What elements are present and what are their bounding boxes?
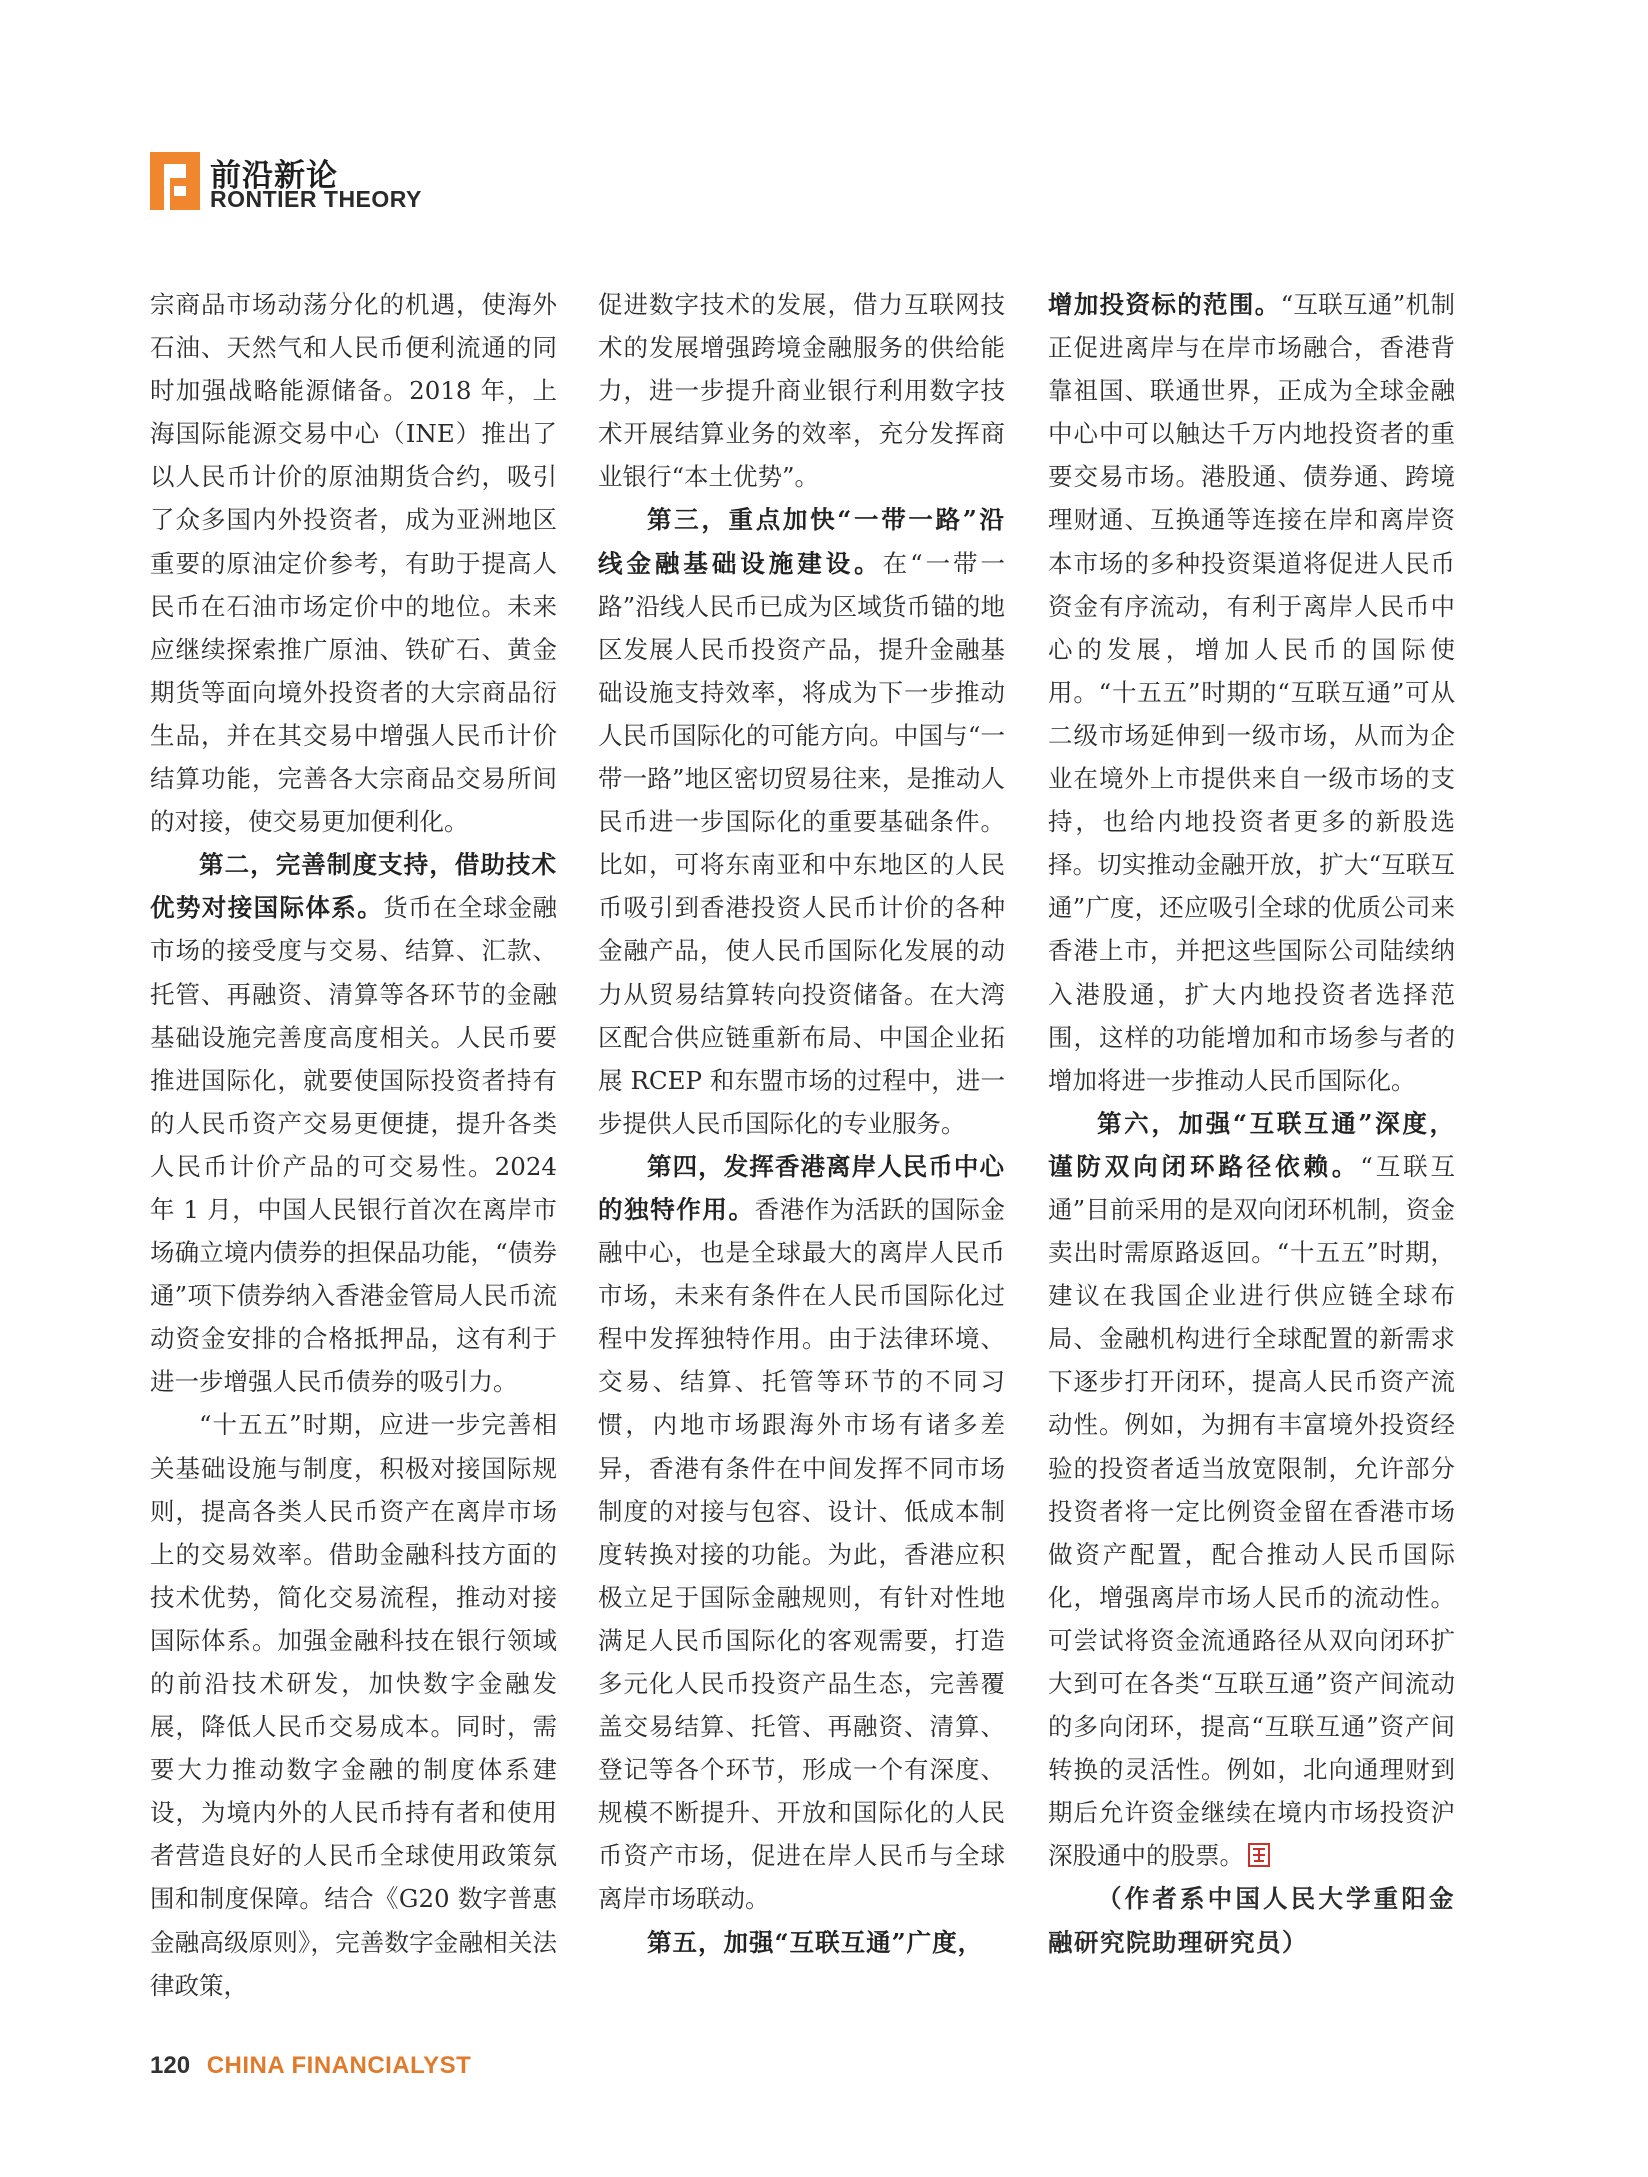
paragraph-lead: 第三，重点加快“一带一路”沿线金融基础设施建设。 <box>598 505 1005 578</box>
paragraph-body: 货币在全球金融市场的接受度与交易、结算、汇款、托管、再融资、清算等各环节的金融基础设施完善度高度相关。人民币要推进国际化，就要使国际投资者持有的人民币资产交易更便捷，提升各类人民币计价产品的可交易性。2024 年 1 月，中国人民银行首次在离岸市场确立境内债券的担保品功能，“债券通”项下债券纳入香港金管局人民币流动资金安排的合格抵押品，这有利于进一步增强人民币债券的吸引力。 <box>150 893 558 1397</box>
magazine-name: CHINA FINANCIALYST <box>206 2052 472 2079</box>
article-column-2 <box>598 283 1005 1964</box>
paragraph <box>150 843 557 1403</box>
page-number: 120 <box>150 2052 191 2079</box>
paragraph <box>598 1921 1005 1964</box>
paragraph-body: “互联互通”机制正促进离岸与在岸市场融合，香港背靠祖国、联通世界，正成为全球金融中心中可以触达千万内地投资者的重要交易市场。港股通、债券通、跨境理财通、互换通等连接在岸和离岸资本市场的多种投资渠道将促进人民币资金有序流动，有利于离岸人民币中心的发展，增加人民币的国际使用。“十五五”时期的“互联互通”可从二级市场延伸到一级市场，从而为企业在境外上市提供来自一级市场的支持，也给内地投资者更多的新股选择。切实推动金融开放，扩大“互联互通”广度，还应吸引全球的优质公司来香港上市，并把这些国际公司陆续纳入港股通，扩大内地投资者选择范围，这样的功能增加和市场参与者的增加将进一步推动人民币国际化。 <box>1048 290 1455 1095</box>
paragraph: 宗商品市场动荡分化的机遇，使海外石油、天然气和人民币便利流通的同时加强战略能源储备。2018 年，上海国际能源交易中心（INE）推出了以人民币计价的原油期货合约，吸引了众多国内外投资者，成为亚洲地区重要的原油定价参考，有助于提高人民币在石油市场定价中的地位。未来应继续探索推广原油、铁矿石、黄金期货等面向境外投资者的大宗商品衍生品，并在其交易中增强人民币计价结算功能，完善各大宗商品交易所间的对接，使交易更加便利化。 <box>150 290 557 837</box>
paragraph-body: 香港作为活跃的国际金融中心，也是全球最大的离岸人民币市场，未来有条件在人民币国际化过程中发挥独特作用。由于法律环境、交易、结算、托管等环节的不同习惯，内地市场跟海外市场有诸多差异，香港有条件在中间发挥不同市场制度的对接与包容、设计、低成本制度转换对接的功能。为此，香港应积极立足于国际金融规则，有针对性地满足人民币国际化的客观需要，打造多元化人民币投资产品生态，完善覆盖交易结算、托管、再融资、清算、登记等各个环节，形成一个有深度、规模不断提升、开放和国际化的人民币资产市场，促进在岸人民币与全球离岸市场联动。 <box>598 1194 1006 1914</box>
frontier-logo-icon <box>150 152 200 210</box>
paragraph <box>598 498 1005 1144</box>
paragraph-body: “互联互通”目前采用的是双向闭环机制，资金卖出时需原路返回。“十五五”时期，建议在我国企业进行供应链全球布局、金融机构进行全球配置的新需求下逐步打开闭环，提高人民币资产流动性。例如，为拥有丰富境外投资经验的投资者适当放宽限制，允许部分投资者将一定比例资金留在香港市场做资产配置，配合推动人民币国际化，增强离岸市场人民币的流动性。可尝试将资金流通路径从双向闭环扩大到可在各类“互联互通”资产间流动的多向闭环，提高“互联互通”资产间转换的灵活性。例如，北向通理财到期后允许资金继续在境内市场投资沪深股通中的股票。 <box>1048 1151 1455 1871</box>
paragraph <box>1048 283 1455 1102</box>
paragraph <box>1048 1102 1455 1878</box>
paragraph <box>598 1145 1005 1921</box>
author-note: （作者系中国人民大学重阳金融研究院助理研究员） <box>1048 1884 1455 1957</box>
page-footer <box>150 2052 471 2080</box>
paragraph-body: 在“一带一路”沿线人民币已成为区域货币锚的地区发展人民币投资产品，提升金融基础设施支持效率，将成为下一步推动人民币国际化的可能方向。中国与“一带一路”地区密切贸易往来，是推动人民币进一步国际化的重要基础条件。比如，可将东南亚和中东地区的人民币吸引到香港投资人民币计价的各种金融产品，使人民币国际化发展的动力从贸易结算转向投资储备。在大湾区配合供应链重新布局、中国企业拓展 RCEP 和东盟市场的过程中，进一步提供人民币国际化的专业服务。 <box>598 548 1005 1138</box>
paragraph-lead: 第六，加强“互联互通”深度，谨防双向闭环路径依赖。 <box>1048 1108 1455 1181</box>
paragraph: 促进数字技术的发展，借力互联网技术的发展增强跨境金融服务的供给能力，进一步提升商业银行利用数字技术开展结算业务的效率，充分发挥商业银行“本土优势”。 <box>598 290 1005 492</box>
article-column-1 <box>150 283 557 2007</box>
article-column-3 <box>1048 283 1455 1964</box>
paragraph-lead: 第二，完善制度支持，借助技术优势对接国际体系。 <box>150 850 557 923</box>
paragraph-lead: 增加投资标的范围。 <box>1048 290 1281 319</box>
section-title-en: RONTIER THEORY <box>210 186 422 212</box>
end-mark-seal-icon <box>1248 1843 1270 1867</box>
paragraph: “十五五”时期，应进一步完善相关基础设施与制度，积极对接国际规则，提高各类人民币资产在离岸市场上的交易效率。借助金融科技方面的技术优势，简化交易流程，推动对接国际体系。加强金融科技在银行领域的前沿技术研发，加快数字金融发展，降低人民币交易成本。同时，需要大力推动数字金融的制度体系建设，为境内外的人民币持有者和使用者营造良好的人民币全球使用政策氛围和制度保障。结合《G20 数字普惠金融高级原则》，完善数字金融相关法律政策， <box>150 1410 557 2000</box>
section-title-cn: 前沿新论 <box>210 158 338 194</box>
paragraph-lead: 第五，加强“互联互通”广度， <box>647 1927 984 1957</box>
paragraph-lead: 第四，发挥香港离岸人民币中心的独特作用。 <box>598 1151 1005 1224</box>
